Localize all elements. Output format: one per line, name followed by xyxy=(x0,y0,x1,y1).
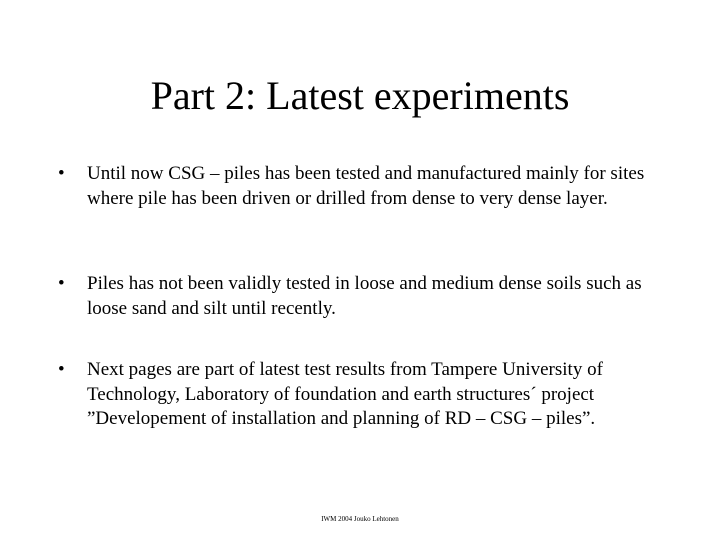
slide-footer: IWM 2004 Jouko Lehtonen xyxy=(321,515,399,523)
slide-title: Part 2: Latest experiments xyxy=(150,73,570,118)
bullet-item xyxy=(58,162,678,211)
bullet-text: Piles has not been validly tested in loose and medium dense soils such as loose sand and silt until recently. xyxy=(87,273,642,319)
bullet-item xyxy=(58,358,678,432)
bullet-marker: • xyxy=(58,273,65,294)
bullet-text: Next pages are part of latest test results from Tampere University of Technology, Laboratory of foundation and earth structures´ project ”Developement of installation and planning of RD – CSG – piles”. xyxy=(87,359,603,429)
bullet-marker: • xyxy=(58,359,65,380)
bullet-item xyxy=(58,272,678,321)
bullet-marker: • xyxy=(58,163,65,184)
bullet-text: Until now CSG – piles has been tested and manufactured mainly for sites where pile has been driven or drilled from dense to very dense layer. xyxy=(87,163,645,209)
